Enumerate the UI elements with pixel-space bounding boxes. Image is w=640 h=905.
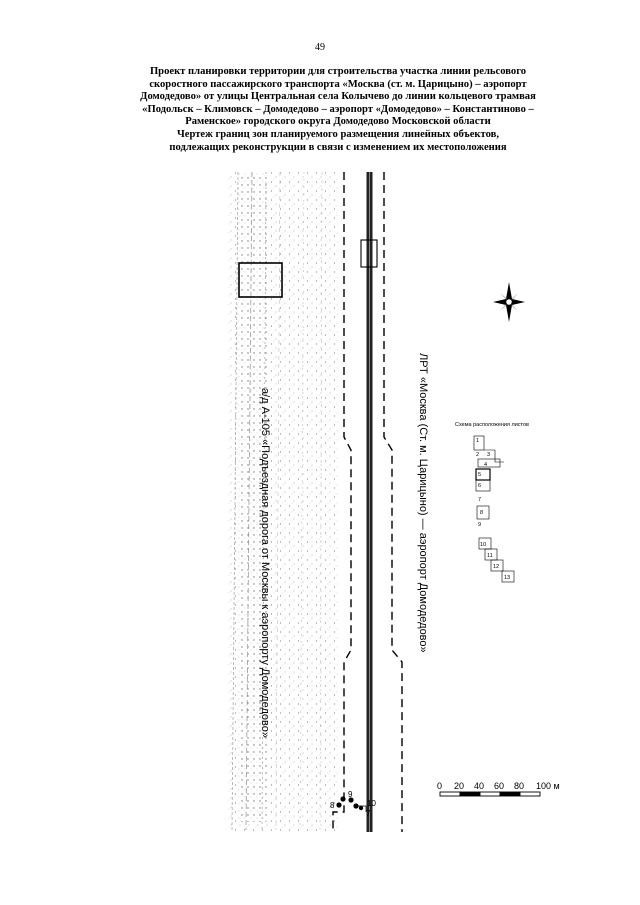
sheet-scheme-title: Схема расположения листов [455, 422, 529, 428]
document-title [96, 66, 580, 154]
sheet-number: 13 [504, 575, 511, 581]
zone-boundary-right [384, 172, 402, 832]
scale-bar [437, 781, 560, 796]
road-label: а/д А-105 «Подъездная дорога от Москвы к аэропорту Домодедово» [259, 388, 271, 738]
title-line: Раменское» городского округа Домодедово Московской области [185, 116, 491, 128]
sheet-number: 7 [478, 497, 482, 503]
marker-label: 10 [367, 799, 376, 808]
title-line: скоростного пассажирского транспорта «Москва (ст. м. Царицыно) – аэропорт [149, 78, 527, 90]
scale-tick: 0 [437, 781, 443, 791]
sheet-number: 2 [476, 452, 480, 458]
sheet-number: 6 [478, 483, 482, 489]
title-line: Проект планировки территории для строительства участка линии рельсового [149, 66, 527, 77]
marker-label: 8 [330, 801, 335, 810]
scale-tick: 80 [514, 781, 525, 791]
page-number: 49 [315, 42, 325, 53]
sheet-scheme [455, 422, 529, 582]
title-line: «Подольск – Климовск – Домодедово – аэропорт «Домодедово» – Константиново – [142, 103, 534, 115]
sheet-number: 10 [480, 542, 487, 548]
scale-tick: 100 м [536, 781, 560, 791]
sheet-number: 5 [478, 472, 482, 478]
sheet-number: 3 [487, 452, 491, 458]
title-line: Чертеж границ зон планируемого размещения линейных объектов, [176, 128, 499, 140]
map-drawing [0, 170, 640, 850]
rail-label: ЛРТ «Москва (Ст. м. Царицыно) — аэропорт Домодедово» [417, 353, 429, 653]
marker-label: 9 [348, 790, 353, 799]
compass-rose-icon [493, 282, 525, 322]
sheet-number: 4 [484, 462, 488, 468]
title-line: подлежащих реконструкции в связи с изменением их местоположения [169, 141, 507, 153]
scale-tick: 60 [494, 781, 505, 791]
title-line: Домодедово» от улицы Центральная села Колычево до линии кольцевого трамвая [140, 91, 536, 103]
scale-tick: 40 [474, 781, 485, 791]
sheet-number: 12 [493, 564, 500, 570]
sheet-number: 1 [476, 438, 480, 444]
scale-tick: 20 [454, 781, 465, 791]
marker-label: 7 [366, 809, 371, 818]
sheet-number: 11 [487, 553, 493, 559]
sheet-number: 8 [480, 510, 484, 516]
sheet-number: 9 [478, 522, 482, 528]
